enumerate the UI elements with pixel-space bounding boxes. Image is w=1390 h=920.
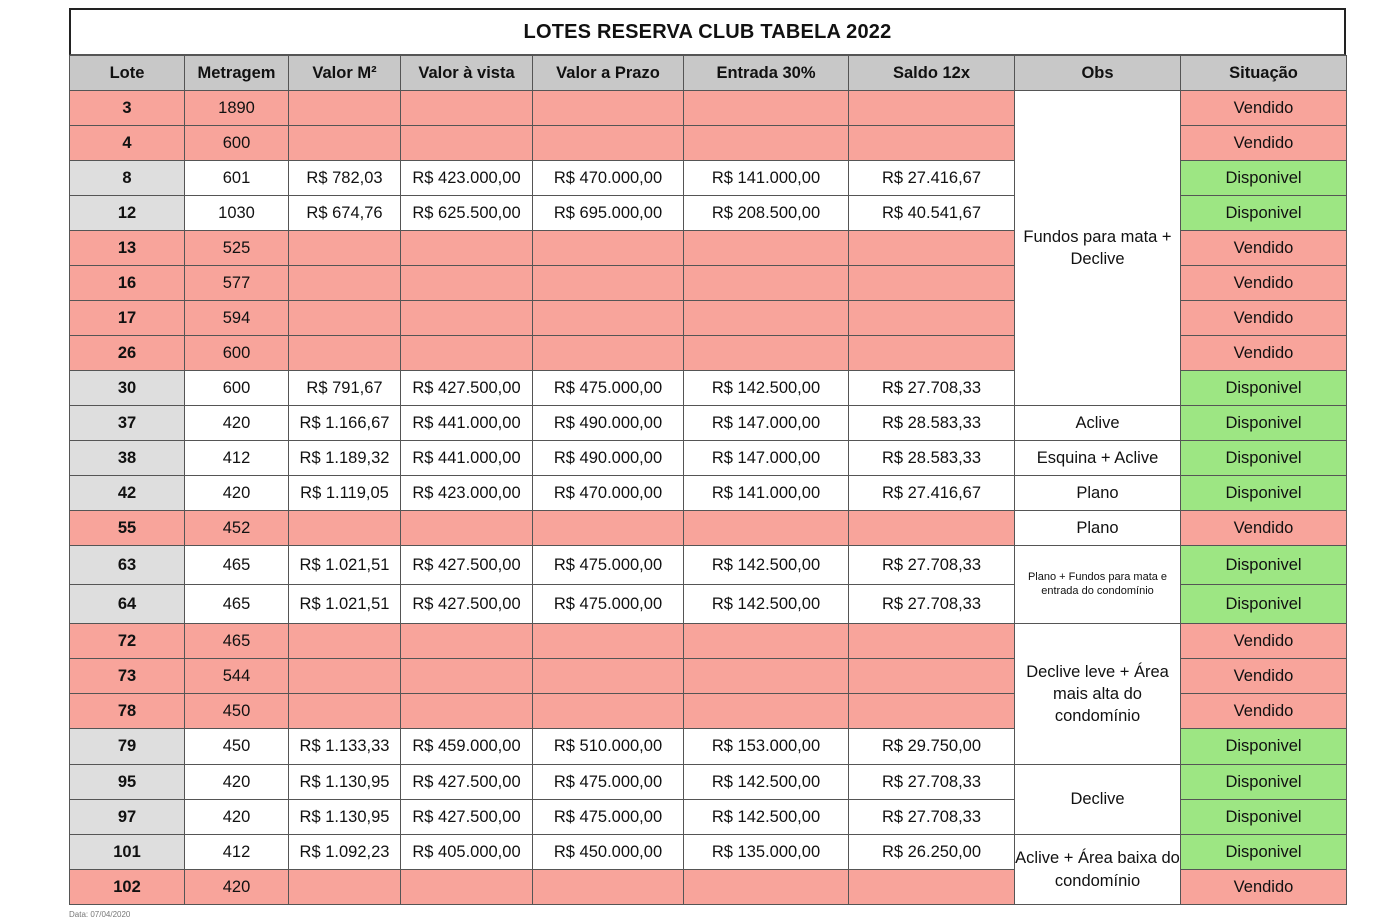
saldo-cell: R$ 27.708,33 [849,585,1015,624]
metragem-cell: 412 [185,441,289,476]
saldo-cell [849,694,1015,729]
lote-cell: 12 [70,196,185,231]
valor-m2-cell [289,301,401,336]
entrada-cell: R$ 208.500,00 [684,196,849,231]
lote-cell: 4 [70,126,185,161]
entrada-cell [684,231,849,266]
saldo-cell: R$ 28.583,33 [849,441,1015,476]
col-header-valor-m2: Valor M² [289,56,401,91]
obs-cell: Plano [1015,476,1181,511]
valor-prazo-cell: R$ 490.000,00 [533,441,684,476]
valor-m2-cell: R$ 1.130,95 [289,765,401,800]
saldo-cell [849,336,1015,371]
status-badge: Disponivel [1181,371,1347,406]
status-badge: Vendido [1181,659,1347,694]
obs-cell: Declive leve + Área mais alta do condomínio [1015,624,1181,765]
col-header-saldo: Saldo 12x [849,56,1015,91]
entrada-cell: R$ 142.500,00 [684,546,849,585]
valor-vista-cell: R$ 441.000,00 [401,441,533,476]
status-badge: Vendido [1181,91,1347,126]
valor-vista-cell: R$ 423.000,00 [401,161,533,196]
valor-prazo-cell: R$ 475.000,00 [533,371,684,406]
saldo-cell [849,91,1015,126]
valor-m2-cell: R$ 1.189,32 [289,441,401,476]
lote-cell: 64 [70,585,185,624]
saldo-cell [849,624,1015,659]
table-body [70,91,1347,905]
table-row [70,441,1347,476]
status-badge: Disponivel [1181,729,1347,765]
lote-cell: 95 [70,765,185,800]
valor-m2-cell: R$ 782,03 [289,161,401,196]
entrada-cell: R$ 142.500,00 [684,585,849,624]
saldo-cell: R$ 29.750,00 [849,729,1015,765]
valor-vista-cell [401,266,533,301]
valor-prazo-cell [533,91,684,126]
valor-m2-cell: R$ 1.021,51 [289,585,401,624]
valor-prazo-cell [533,301,684,336]
metragem-cell: 601 [185,161,289,196]
valor-vista-cell [401,91,533,126]
valor-vista-cell: R$ 427.500,00 [401,546,533,585]
valor-prazo-cell: R$ 475.000,00 [533,800,684,835]
col-header-obs: Obs [1015,56,1181,91]
lote-cell: 26 [70,336,185,371]
obs-cell: Esquina + Aclive [1015,441,1181,476]
status-badge: Vendido [1181,231,1347,266]
valor-prazo-cell [533,336,684,371]
lote-cell: 63 [70,546,185,585]
status-badge: Vendido [1181,870,1347,905]
table-row [70,624,1347,659]
obs-cell: Declive [1015,765,1181,835]
metragem-cell: 600 [185,336,289,371]
entrada-cell: R$ 141.000,00 [684,476,849,511]
table-row [70,511,1347,546]
status-badge: Disponivel [1181,585,1347,624]
valor-m2-cell [289,624,401,659]
valor-m2-cell: R$ 1.133,33 [289,729,401,765]
valor-prazo-cell [533,231,684,266]
saldo-cell: R$ 40.541,67 [849,196,1015,231]
status-badge: Vendido [1181,694,1347,729]
saldo-cell: R$ 27.416,67 [849,476,1015,511]
valor-vista-cell [401,624,533,659]
lots-table [69,55,1347,905]
valor-prazo-cell [533,870,684,905]
valor-vista-cell: R$ 427.500,00 [401,765,533,800]
entrada-cell: R$ 153.000,00 [684,729,849,765]
valor-vista-cell [401,126,533,161]
valor-m2-cell: R$ 674,76 [289,196,401,231]
valor-prazo-cell: R$ 490.000,00 [533,406,684,441]
footnote: Data: 07/04/2020 [69,910,131,919]
saldo-cell [849,511,1015,546]
valor-m2-cell: R$ 1.130,95 [289,800,401,835]
saldo-cell: R$ 27.708,33 [849,800,1015,835]
valor-prazo-cell: R$ 470.000,00 [533,476,684,511]
metragem-cell: 544 [185,659,289,694]
entrada-cell: R$ 142.500,00 [684,800,849,835]
lote-cell: 42 [70,476,185,511]
valor-prazo-cell: R$ 450.000,00 [533,835,684,870]
valor-m2-cell: R$ 1.092,23 [289,835,401,870]
entrada-cell [684,511,849,546]
valor-prazo-cell [533,511,684,546]
entrada-cell [684,336,849,371]
valor-vista-cell: R$ 427.500,00 [401,585,533,624]
status-badge: Vendido [1181,624,1347,659]
col-header-lote: Lote [70,56,185,91]
col-header-situacao: Situação [1181,56,1347,91]
saldo-cell [849,266,1015,301]
entrada-cell [684,624,849,659]
valor-m2-cell [289,659,401,694]
valor-m2-cell [289,126,401,161]
col-header-metragem: Metragem [185,56,289,91]
valor-m2-cell: R$ 1.166,67 [289,406,401,441]
table-row [70,476,1347,511]
status-badge: Disponivel [1181,765,1347,800]
obs-cell: Plano + Fundos para mata e entrada do condomínio [1015,546,1181,624]
status-badge: Vendido [1181,301,1347,336]
saldo-cell: R$ 28.583,33 [849,406,1015,441]
metragem-cell: 577 [185,266,289,301]
saldo-cell: R$ 27.708,33 [849,546,1015,585]
valor-vista-cell: R$ 427.500,00 [401,800,533,835]
entrada-cell [684,126,849,161]
status-badge: Disponivel [1181,441,1347,476]
valor-prazo-cell: R$ 695.000,00 [533,196,684,231]
lote-cell: 101 [70,835,185,870]
entrada-cell [684,301,849,336]
metragem-cell: 1890 [185,91,289,126]
status-badge: Disponivel [1181,406,1347,441]
entrada-cell: R$ 135.000,00 [684,835,849,870]
valor-vista-cell: R$ 441.000,00 [401,406,533,441]
metragem-cell: 412 [185,835,289,870]
valor-vista-cell [401,694,533,729]
metragem-cell: 420 [185,800,289,835]
metragem-cell: 600 [185,126,289,161]
table-row [70,546,1347,585]
status-badge: Disponivel [1181,196,1347,231]
entrada-cell [684,870,849,905]
metragem-cell: 452 [185,511,289,546]
obs-cell: Aclive [1015,406,1181,441]
entrada-cell [684,659,849,694]
status-badge: Vendido [1181,266,1347,301]
valor-vista-cell [401,511,533,546]
saldo-cell [849,126,1015,161]
status-badge: Disponivel [1181,835,1347,870]
saldo-cell: R$ 26.250,00 [849,835,1015,870]
lote-cell: 30 [70,371,185,406]
entrada-cell [684,91,849,126]
metragem-cell: 420 [185,870,289,905]
valor-prazo-cell: R$ 470.000,00 [533,161,684,196]
valor-prazo-cell [533,694,684,729]
status-badge: Disponivel [1181,546,1347,585]
saldo-cell [849,231,1015,266]
lote-cell: 102 [70,870,185,905]
saldo-cell: R$ 27.416,67 [849,161,1015,196]
valor-m2-cell [289,870,401,905]
valor-vista-cell: R$ 427.500,00 [401,371,533,406]
lote-cell: 17 [70,301,185,336]
entrada-cell: R$ 142.500,00 [684,371,849,406]
table-row [70,406,1347,441]
metragem-cell: 525 [185,231,289,266]
obs-cell: Plano [1015,511,1181,546]
lote-cell: 13 [70,231,185,266]
valor-vista-cell [401,659,533,694]
metragem-cell: 1030 [185,196,289,231]
metragem-cell: 465 [185,624,289,659]
valor-vista-cell: R$ 423.000,00 [401,476,533,511]
saldo-cell: R$ 27.708,33 [849,371,1015,406]
status-badge: Disponivel [1181,476,1347,511]
col-header-valor-vista: Valor à vista [401,56,533,91]
valor-prazo-cell: R$ 510.000,00 [533,729,684,765]
obs-cell: Aclive + Área baixa do condomínio [1015,835,1181,905]
valor-vista-cell [401,301,533,336]
valor-prazo-cell [533,266,684,301]
valor-vista-cell: R$ 405.000,00 [401,835,533,870]
valor-m2-cell [289,694,401,729]
valor-prazo-cell [533,659,684,694]
valor-prazo-cell: R$ 475.000,00 [533,546,684,585]
valor-m2-cell [289,231,401,266]
metragem-cell: 600 [185,371,289,406]
table-row [70,91,1347,126]
saldo-cell: R$ 27.708,33 [849,765,1015,800]
valor-m2-cell: R$ 1.021,51 [289,546,401,585]
status-badge: Disponivel [1181,800,1347,835]
metragem-cell: 420 [185,476,289,511]
valor-vista-cell [401,336,533,371]
valor-m2-cell: R$ 791,67 [289,371,401,406]
metragem-cell: 465 [185,546,289,585]
status-badge: Vendido [1181,511,1347,546]
lote-cell: 38 [70,441,185,476]
lote-cell: 16 [70,266,185,301]
saldo-cell [849,870,1015,905]
metragem-cell: 594 [185,301,289,336]
valor-m2-cell [289,266,401,301]
table-title: LOTES RESERVA CLUB TABELA 2022 [69,8,1346,55]
table-row [70,765,1347,800]
metragem-cell: 465 [185,585,289,624]
valor-prazo-cell: R$ 475.000,00 [533,765,684,800]
entrada-cell [684,266,849,301]
obs-cell: Fundos para mata + Declive [1015,91,1181,406]
entrada-cell: R$ 147.000,00 [684,406,849,441]
valor-m2-cell: R$ 1.119,05 [289,476,401,511]
entrada-cell: R$ 147.000,00 [684,441,849,476]
valor-vista-cell [401,231,533,266]
lote-cell: 3 [70,91,185,126]
saldo-cell [849,659,1015,694]
lote-cell: 78 [70,694,185,729]
valor-prazo-cell [533,624,684,659]
lote-cell: 72 [70,624,185,659]
lote-cell: 55 [70,511,185,546]
valor-m2-cell [289,336,401,371]
valor-vista-cell [401,870,533,905]
metragem-cell: 420 [185,406,289,441]
status-badge: Vendido [1181,126,1347,161]
valor-m2-cell [289,511,401,546]
metragem-cell: 450 [185,729,289,765]
valor-m2-cell [289,91,401,126]
valor-vista-cell: R$ 459.000,00 [401,729,533,765]
col-header-valor-prazo: Valor a Prazo [533,56,684,91]
entrada-cell [684,694,849,729]
lote-cell: 37 [70,406,185,441]
lote-cell: 8 [70,161,185,196]
entrada-cell: R$ 141.000,00 [684,161,849,196]
lote-cell: 79 [70,729,185,765]
lote-cell: 73 [70,659,185,694]
lote-cell: 97 [70,800,185,835]
status-badge: Disponivel [1181,161,1347,196]
valor-vista-cell: R$ 625.500,00 [401,196,533,231]
valor-prazo-cell: R$ 475.000,00 [533,585,684,624]
saldo-cell [849,301,1015,336]
status-badge: Vendido [1181,336,1347,371]
entrada-cell: R$ 142.500,00 [684,765,849,800]
table-row [70,835,1347,870]
table-header-row [70,56,1347,91]
price-table-sheet [69,8,1346,905]
col-header-entrada: Entrada 30% [684,56,849,91]
valor-prazo-cell [533,126,684,161]
metragem-cell: 420 [185,765,289,800]
metragem-cell: 450 [185,694,289,729]
